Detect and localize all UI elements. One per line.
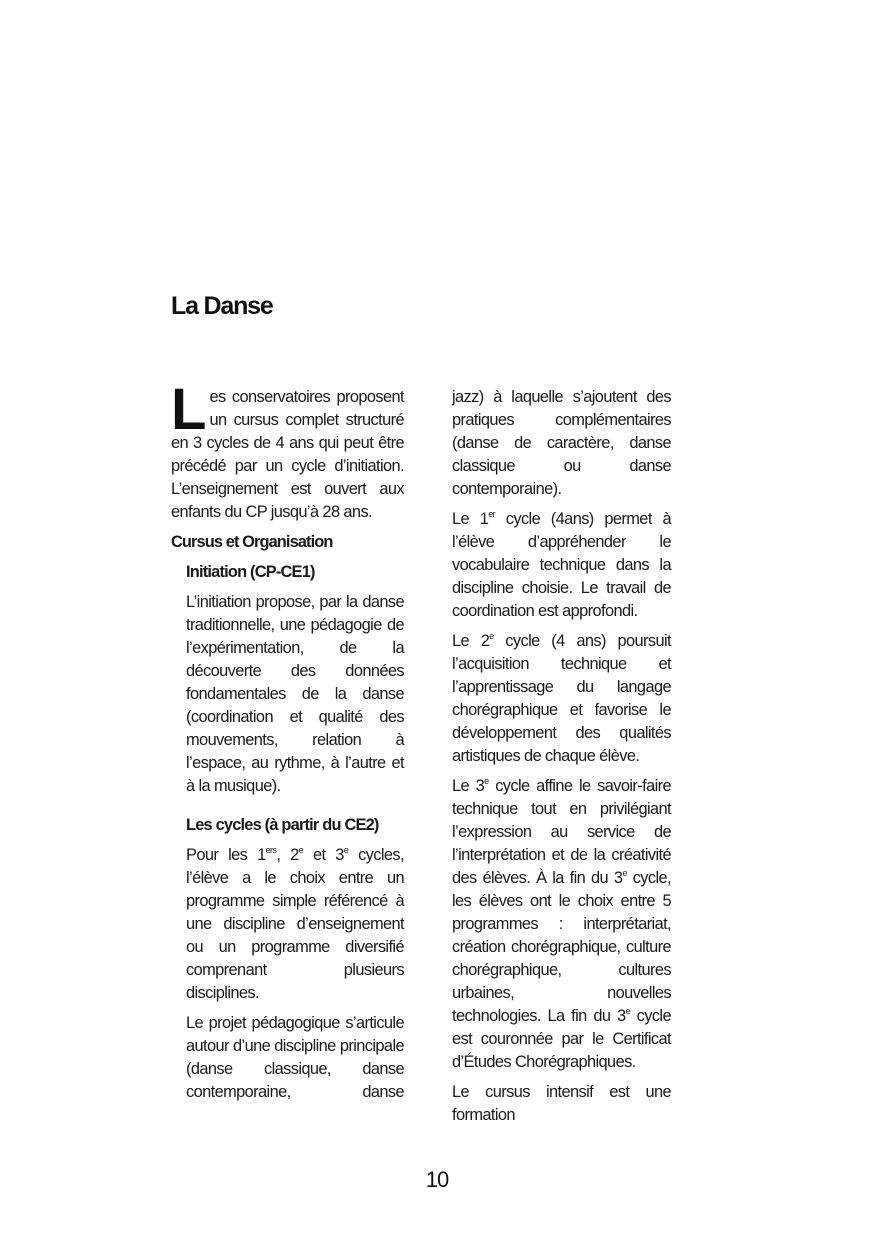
text-run: Pour les 1 bbox=[186, 846, 266, 864]
superscript: ers bbox=[265, 845, 277, 855]
text-run: Le 1 bbox=[452, 510, 489, 528]
text-run: cycle (4 ans) poursuit l’acquisition technique et l’apprentissage du langage chorégraphique et favorise le développement des qualités artistiques de chaque élève. bbox=[452, 632, 671, 765]
cycles-paragraph-3 bbox=[452, 508, 671, 623]
text-run: cycle, les élèves ont le choix entre 5 programmes : interprétariat, création chorégraphique, culture chorégraphique, cultures urbaines, nouvelles technologies. La fin du 3 bbox=[452, 869, 671, 1025]
superscript: e bbox=[484, 776, 489, 786]
initiation-heading: Initiation (CP-CE1) bbox=[186, 563, 315, 581]
text-run: cycle est couronnée par le Certificat d’Études Chorégraphiques. bbox=[452, 1007, 671, 1071]
text-run: Le 3 bbox=[452, 777, 485, 795]
right-column bbox=[452, 386, 671, 1134]
superscript: e bbox=[343, 845, 349, 855]
cycles-paragraph-2: Le projet pédagogique s’articule autour d’une discipline principale (danse classique, danse contemporaine, danse bbox=[186, 1014, 404, 1101]
cycles-paragraph-5 bbox=[452, 775, 671, 1074]
intro-text: es conservatoires proposent un cursus complet structuré en 3 cycles de 4 ans qui peut être précédé par un cycle d’initiation. L’enseignement est ouvert aux enfants du CP jusqu’à 28 ans. bbox=[171, 388, 404, 521]
drop-cap: L bbox=[171, 377, 207, 442]
cycles-paragraph-4 bbox=[452, 630, 671, 768]
page-number: 10 bbox=[425, 1167, 449, 1192]
text-run: Le 2 bbox=[452, 632, 490, 650]
initiation-paragraph: L’initiation propose, par la danse traditionnelle, une pédagogie de l’expérimentation, de la découverte des données fondamentales de la danse (coordination et qualité des mouvements, relation à l’espace, au rythme, à l’autre et à la musique). bbox=[186, 593, 404, 795]
superscript: e bbox=[489, 631, 494, 641]
cycles-paragraph-2-continued: jazz) à laquelle s’ajoutent des pratiques complémentaires (danse de caractère, danse classique ou danse contemporaine). bbox=[452, 388, 671, 498]
superscript: er bbox=[488, 509, 496, 519]
text-run: et 3 bbox=[303, 846, 344, 864]
section-heading: Cursus et Organisation bbox=[171, 533, 333, 551]
cycles-heading: Les cycles (à partir du CE2) bbox=[186, 816, 379, 834]
cycles-paragraph-6: Le cursus intensif est une formation bbox=[452, 1083, 671, 1124]
initiation-block bbox=[171, 561, 404, 1104]
page-title: La Danse bbox=[171, 292, 273, 320]
intro-paragraph bbox=[171, 377, 404, 524]
text-run: cycle (4ans) permet à l’élève d’appréhender le vocabulaire technique dans la discipline choisie. Le travail de coordination est approfondi. bbox=[452, 510, 671, 620]
text-run: cycle affine le savoir-faire technique tout en privilégiant l’expression au service de l’interprétation et de la créativité des élèves. À la fin du 3 bbox=[452, 777, 671, 887]
left-column bbox=[171, 377, 404, 1104]
superscript: e bbox=[622, 868, 627, 878]
cycles-paragraph-1 bbox=[186, 844, 404, 1005]
superscript: e bbox=[298, 845, 304, 855]
text-run: , 2 bbox=[276, 846, 299, 864]
text-run: cycles, l’élève a le choix entre un programme simple référencé à une discipline d’enseignement ou un programme diversifié comprenant plusieurs disciplines. bbox=[186, 846, 404, 1002]
superscript: e bbox=[625, 1006, 630, 1016]
